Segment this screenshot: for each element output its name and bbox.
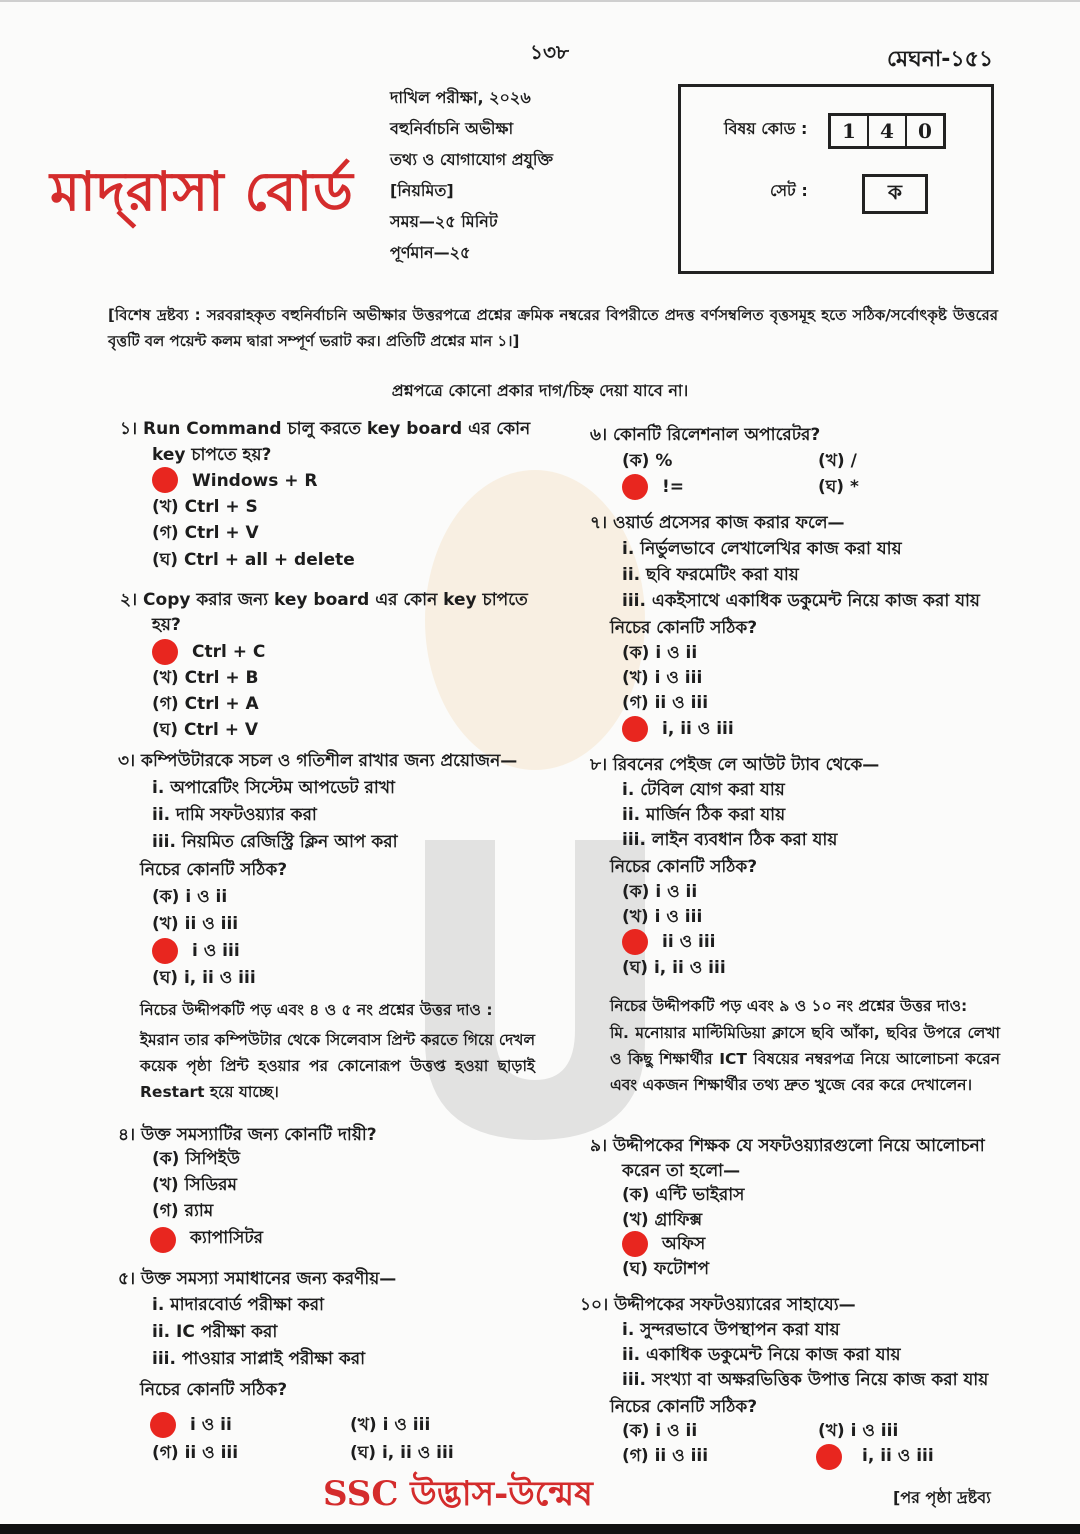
statement: i. মাদারবোর্ড পরীক্ষা করা [152, 1295, 324, 1315]
option: (ঘ) i, ii ও iii [350, 1443, 454, 1463]
answer-mark [816, 1444, 842, 1470]
answer-mark [152, 467, 178, 493]
question-ask: নিচের কোনটি সঠিক? [610, 1397, 758, 1417]
option: (ঘ) Ctrl + V [152, 720, 259, 740]
question-9: ৯। উদ্দীপকের শিক্ষক যে সফটওয়্যারগুলো নিয়ে আলোচনা [590, 1136, 985, 1156]
answer-mark [150, 1412, 176, 1438]
question-ask: নিচের কোনটি সঠিক? [140, 860, 288, 880]
option: (গ) Ctrl + A [152, 694, 259, 714]
option: (গ) ii ও iii [622, 693, 709, 713]
question-9-cont: করেন তা হলো— [622, 1161, 741, 1181]
stem-title: নিচের উদ্দীপকটি পড় এবং ৯ ও ১০ নং প্রশ্নের উত্তর দাও: [610, 997, 968, 1015]
answer-mark [150, 1227, 176, 1253]
option: != [662, 477, 684, 497]
option: অফিস [662, 1234, 706, 1254]
statement: iii. সংখ্যা বা অক্ষরভিত্তিক উপাত্ত নিয়ে কাজ করা যায় [622, 1370, 989, 1390]
statement: iii. একইসাথে একাধিক ডকুমেন্ট নিয়ে কাজ করা যায় [622, 591, 980, 611]
question-10: ১০। উদ্দীপকের সফটওয়্যারের সাহায্যে— [580, 1295, 856, 1315]
option: (গ) Ctrl + V [152, 523, 259, 543]
stem-body: ইমরান তার কম্পিউটার থেকে সিলেবাস প্রিন্ট করতে গিয়ে দেখল কয়েক পৃষ্ঠা প্রিন্ট হওয়ার পর কোনোরূপ উত্তপ্ত হওয়া ছাড়াই Restart হয়ে যাচ্ছে। [140, 1031, 535, 1101]
answer-mark [622, 1231, 648, 1257]
option: i, ii ও iii [862, 1446, 934, 1466]
special-notice: [বিশেষ দ্রষ্টব্য : সরবরাহকৃত বহুনির্বাচনি অভীক্ষার উত্তরপত্রে প্রশ্নের ক্রমিক নম্বরের বিপরীতে প্রদত্ত বর্ণসম্বলিত বৃত্তসমূহ হতে সঠিক/সর্বোৎকৃষ্ট উত্তরের বৃত্তটি বল পয়েন্ট কলম দ্বারা সম্পূর্ণ ভরাট কর। প্রতিটি প্রশ্নের মান ১।] [108, 306, 998, 350]
statement: i. নির্ভুলভাবে লেখালেখির কাজ করা যায় [622, 539, 902, 559]
statement: iii. নিয়মিত রেজিস্ট্রি ক্লিন আপ করা [152, 832, 398, 852]
statement: ii. ছবি ফরমেটিং করা যায় [622, 565, 799, 585]
option: (খ) / [818, 451, 857, 471]
option: (ক) % [622, 451, 673, 471]
option: (খ) i ও iii [622, 907, 703, 927]
statement: i. টেবিল যোগ করা যায় [622, 780, 785, 800]
option: i ও iii [192, 941, 240, 961]
statement: i. অপারেটিং সিস্টেম আপডেট রাখা [152, 778, 395, 798]
option: (গ) ii ও iii [152, 1443, 239, 1463]
question-ask: নিচের কোনটি সঠিক? [610, 857, 758, 877]
option: (খ) গ্রাফিক্স [622, 1210, 703, 1230]
option: (ক) i ও ii [622, 882, 698, 902]
top-edge-line [0, 0, 1080, 2]
option: (ক) i ও ii [622, 1421, 698, 1441]
statement: ii. দামি সফটওয়্যার করা [152, 805, 317, 825]
subject-code-digit: 0 [918, 119, 932, 143]
question-2: ২। Copy করার জন্য key board এর কোন key চাপতে [120, 590, 528, 610]
option: i, ii ও iii [662, 719, 734, 739]
statement: ii. মার্জিন ঠিক করা যায় [622, 805, 786, 825]
option: (খ) i ও iii [350, 1415, 431, 1435]
statement: i. সুন্দরভাবে উপস্থাপন করা যায় [622, 1320, 840, 1340]
answer-mark [622, 929, 648, 955]
option: (ক) সিপিইউ [152, 1149, 240, 1169]
option: (ক) i ও ii [622, 643, 698, 663]
exam-info-line: [নিয়মিত] [390, 181, 454, 200]
option: (খ) i ও iii [622, 668, 703, 688]
exam-info-line: দাখিল পরীক্ষা, ২০২৬ [390, 88, 531, 107]
option: (ঘ) ফটোশপ [622, 1259, 710, 1279]
option: (খ) Ctrl + B [152, 668, 259, 688]
set-value: ক [862, 174, 928, 214]
statement: ii. একাধিক ডকুমেন্ট নিয়ে কাজ করা যায় [622, 1345, 901, 1365]
stem-body: মি. মনোয়ার মাল্টিমিডিয়া ক্লাসে ছবি আঁকা, ছবির উপরে লেখা ও কিছু শিক্ষার্থীর ICT বিষয়ের নম্বরপত্র নিয়ে আলোচনা করেন এবং একজন শিক্ষার্থীর তথ্য দ্রুত খুজে বের করে দেখালেন। [610, 1024, 1000, 1094]
page-code: মেঘনা-১৫১ [887, 47, 994, 72]
footer-title: SSC উদ্ভাস-উন্মেষ [323, 1474, 593, 1514]
option: ii ও iii [662, 932, 716, 952]
question-ask: নিচের কোনটি সঠিক? [610, 618, 758, 638]
no-mark-notice: প্রশ্নপত্রে কোনো প্রকার দাগ/চিহ্ন দেয়া যাবে না। [391, 381, 689, 400]
answer-mark [152, 639, 178, 665]
option: (খ) সিডিরম [152, 1175, 237, 1195]
subject-code-digits [828, 113, 946, 149]
question-8: ৮। রিবনের পেইজ লে আউট ট্যাব থেকে— [590, 755, 880, 775]
answer-mark [622, 474, 648, 500]
bottom-edge-bar [0, 1524, 1080, 1534]
option: (গ) ii ও iii [622, 1446, 709, 1466]
question-7: ৭। ওয়ার্ড প্রসেসর কাজ করার ফলে— [590, 513, 845, 533]
answer-mark [152, 938, 178, 964]
exam-info-line: সময়—২৫ মিনিট [390, 212, 498, 231]
exam-info [390, 82, 553, 268]
next-page-note: [পর পৃষ্ঠা দ্রষ্টব্য [893, 1488, 991, 1507]
question-1: ১। Run Command চালু করতে key board এর কোন [120, 419, 531, 439]
subject-code-digit: 1 [831, 116, 869, 146]
subject-code-digit: 4 [869, 116, 907, 146]
question-1-cont: key চাপতে হয়? [152, 445, 272, 465]
set-label: সেট : [770, 181, 808, 200]
question-ask: নিচের কোনটি সঠিক? [140, 1380, 288, 1400]
page-number: ১৩৮ [530, 40, 569, 64]
option: (গ) র‍্যাম [152, 1201, 214, 1221]
option: Ctrl + C [192, 642, 266, 662]
option: (ঘ) i, ii ও iii [152, 968, 256, 988]
exam-info-line: পূর্ণমান—২৫ [390, 243, 471, 262]
subject-code-label: বিষয় কোড : [724, 119, 808, 138]
answer-mark [622, 716, 648, 742]
question-5: ৫। উক্ত সমস্যা সমাধানের জন্য করণীয়— [118, 1269, 397, 1289]
option: (খ) ii ও iii [152, 914, 239, 934]
option: (খ) Ctrl + S [152, 497, 258, 517]
board-title: মাদ্‌রাসা বোর্ড [50, 159, 354, 223]
statement: iii. লাইন ব্যবধান ঠিক করা যায় [622, 830, 838, 850]
stem-title: নিচের উদ্দীপকটি পড় এবং ৪ ও ৫ নং প্রশ্নের উত্তর দাও : [140, 1001, 493, 1019]
option: (ঘ) Ctrl + all + delete [152, 550, 355, 570]
option: (ঘ) * [818, 477, 859, 497]
exam-info-line: বহুনির্বাচনি অভীক্ষা [390, 119, 514, 138]
option: (ঘ) i, ii ও iii [622, 958, 726, 978]
question-3: ৩। কম্পিউটারকে সচল ও গতিশীল রাখার জন্য প্রয়োজন— [118, 751, 518, 771]
question-6: ৬। কোনটি রিলেশনাল অপারেটর? [590, 425, 821, 445]
question-4: ৪। উক্ত সমস্যাটির জন্য কোনটি দায়ী? [118, 1125, 377, 1145]
exam-info-line: তথ্য ও যোগাযোগ প্রযুক্তি [390, 150, 554, 169]
option: (ক) i ও ii [152, 887, 228, 907]
option: ক্যাপাসিটর [190, 1228, 263, 1248]
question-2-cont: হয়? [152, 615, 181, 635]
statement: iii. পাওয়ার সাপ্লাই পরীক্ষা করা [152, 1349, 366, 1369]
option: (ক) এন্টি ভাইরাস [622, 1185, 745, 1205]
option: i ও ii [190, 1415, 232, 1435]
option: (খ) i ও iii [818, 1421, 899, 1441]
option: Windows + R [192, 471, 318, 491]
statement: ii. IC পরীক্ষা করা [152, 1322, 278, 1342]
